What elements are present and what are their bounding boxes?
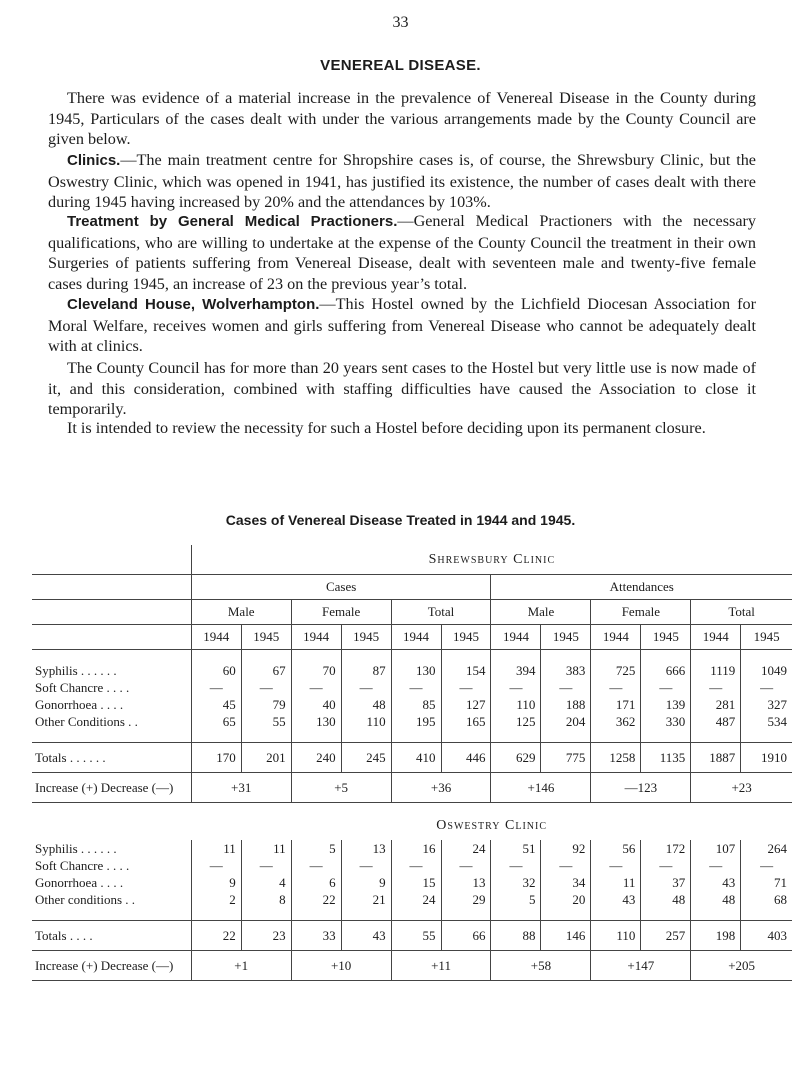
table-cell: 68 [741, 891, 792, 908]
table-cell: 79 [241, 696, 291, 713]
change-cell: —123 [591, 773, 691, 803]
group-header-row [32, 575, 792, 600]
row-label: Totals . . . . . . [32, 743, 191, 773]
table-cell: 5 [291, 840, 341, 857]
table-cell: 245 [341, 743, 391, 773]
review-paragraph [48, 418, 756, 439]
table-cell: — [691, 679, 741, 696]
table-cell: 51 [491, 840, 541, 857]
year-header: 1945 [341, 625, 391, 650]
change-row [32, 773, 792, 803]
year-header: 1945 [441, 625, 491, 650]
table-cell: 66 [441, 921, 491, 951]
table-cell: 11 [241, 840, 291, 857]
table-cell: 383 [541, 662, 591, 679]
table-cell: 110 [341, 713, 391, 730]
table-cell: 48 [641, 891, 691, 908]
table-cell: 2 [191, 891, 241, 908]
table-cell: — [441, 679, 491, 696]
change-cell: +1 [191, 951, 291, 981]
cleveland-text: —This Hostel owned by the Lichfield Diocesan Association for Moral Welfare, receives women and girls suffering from Venereal Disease who cannot be adequately dealt with at clinics. [48, 295, 756, 355]
row-label: Soft Chancre . . . . [35, 857, 130, 873]
row-label: Totals . . . . [32, 921, 191, 951]
table-cell: 487 [691, 713, 741, 730]
table-cell: 13 [441, 874, 491, 891]
table-cell: 127 [441, 696, 491, 713]
table-cell: 34 [541, 874, 591, 891]
gp-paragraph [48, 211, 756, 294]
change-cell: +58 [491, 951, 591, 981]
year-header: 1944 [591, 625, 641, 650]
table-cell: 146 [541, 921, 591, 951]
table-cell: — [241, 679, 291, 696]
change-row [32, 951, 792, 981]
table-cell: 43 [591, 891, 641, 908]
change-cell: +36 [391, 773, 491, 803]
table-cell: 56 [591, 840, 641, 857]
table-cell: 48 [691, 891, 741, 908]
table-cell: 534 [741, 713, 792, 730]
gp-text: —General Medical Practioners with the necessary qualifications, who are willing to undertake at the expense of the County Council the treatment in their own Surgeries of patients suffering from Venereal Disease, dealt with seventeen male and twenty-five female cases during 1945, an increase of 23 on the previous year’s total. [48, 212, 756, 293]
table-cell: — [391, 679, 441, 696]
table-row [32, 696, 792, 713]
table-cell: 43 [691, 874, 741, 891]
table-cell: 1135 [641, 743, 691, 773]
row-label: Syphilis . . . . . . [35, 840, 117, 856]
row-label: Other Conditions . . [35, 713, 138, 729]
shrewsbury-title-row [32, 545, 792, 575]
year-header: 1944 [391, 625, 441, 650]
table-cell: 198 [691, 921, 741, 951]
table-cell: 71 [741, 874, 792, 891]
row-label: Other conditions . . [35, 891, 136, 907]
venereal-disease-table [32, 545, 792, 981]
table-cell: 16 [391, 840, 441, 857]
table-cell: 110 [491, 696, 541, 713]
table-cell: 125 [491, 713, 541, 730]
table-cell: 1258 [591, 743, 641, 773]
table-cell: 1119 [691, 662, 741, 679]
sex-header-row [32, 600, 792, 625]
table-cell: 55 [391, 921, 441, 951]
table-row [32, 840, 792, 857]
table-cell: 204 [541, 713, 591, 730]
change-cell: +10 [291, 951, 391, 981]
table-cell: 139 [641, 696, 691, 713]
table-cell: 15 [391, 874, 441, 891]
table-cell: 170 [191, 743, 241, 773]
table-cell: — [191, 857, 241, 874]
table-cell: 240 [291, 743, 341, 773]
table-cell: 172 [641, 840, 691, 857]
table-cell: 171 [591, 696, 641, 713]
table-cell: 403 [741, 921, 792, 951]
table-cell: 1910 [741, 743, 792, 773]
table-cell: 33 [291, 921, 341, 951]
table-cell: 11 [191, 840, 241, 857]
table-cell: 330 [641, 713, 691, 730]
table-cell: 257 [641, 921, 691, 951]
table-cell: 48 [341, 696, 391, 713]
table-cell: 29 [441, 891, 491, 908]
table-cell: 8 [241, 891, 291, 908]
table-cell: — [541, 679, 591, 696]
table-cell: 446 [441, 743, 491, 773]
year-header: 1945 [241, 625, 291, 650]
table-cell: 20 [541, 891, 591, 908]
intro-text: There was evidence of a material increase in the prevalence of Venereal Disease in the County during 1945, Particulars of the cases dealt with under the various arrangements made by the County Council are given below. [48, 89, 756, 148]
year-header: 1945 [741, 625, 792, 650]
review-text: It is intended to review the necessity for such a Hostel before deciding upon its permanent closure. [67, 419, 706, 437]
table-cell: — [291, 679, 341, 696]
table-cell: 1049 [741, 662, 792, 679]
table-cell: 11 [591, 874, 641, 891]
table-cell: 362 [591, 713, 641, 730]
table-row [32, 662, 792, 679]
table-cell: 629 [491, 743, 541, 773]
row-label: Soft Chancre . . . . [35, 679, 130, 695]
table-cell: 195 [391, 713, 441, 730]
table-cell: 65 [191, 713, 241, 730]
table-cell: — [241, 857, 291, 874]
table-cell: — [591, 857, 641, 874]
table-cell: 21 [341, 891, 391, 908]
table-cell: 775 [541, 743, 591, 773]
table-cell: 394 [491, 662, 541, 679]
table-cell: — [691, 857, 741, 874]
table-cell: 327 [741, 696, 792, 713]
att-female-header: Female [591, 600, 691, 625]
table-cell: 24 [391, 891, 441, 908]
year-header: 1944 [291, 625, 341, 650]
table-cell: 67 [241, 662, 291, 679]
page-title: VENEREAL DISEASE. [320, 57, 481, 74]
cleveland-heading: Cleveland House, Wolverhampton. [67, 296, 320, 313]
table-cell: 24 [441, 840, 491, 857]
table-cell: — [741, 857, 792, 874]
attendances-group-header: Attendances [491, 575, 792, 600]
hostel-paragraph [48, 358, 756, 420]
year-header: 1944 [691, 625, 741, 650]
table-cell: 32 [491, 874, 541, 891]
cases-total-header: Total [391, 600, 491, 625]
hostel-text: The County Council has for more than 20 years sent cases to the Hostel but very little use is now made of it, and this consideration, combined with staffing difficulties have caused the Association to close it temporarily. [48, 359, 756, 418]
change-cell: +205 [691, 951, 792, 981]
table-cell: 22 [191, 921, 241, 951]
table-cell: 43 [341, 921, 391, 951]
table-cell: 725 [591, 662, 641, 679]
row-label: Increase (+) Decrease (—) [32, 773, 191, 803]
cases-male-header: Male [191, 600, 291, 625]
row-label: Increase (+) Decrease (—) [32, 951, 191, 981]
table-cell: 6 [291, 874, 341, 891]
table-cell: — [291, 857, 341, 874]
clinics-heading: Clinics. [67, 152, 121, 169]
table-cell: — [541, 857, 591, 874]
oswestry-clinic-heading: Oswestry Clinic [436, 817, 547, 833]
clinics-paragraph [48, 150, 756, 213]
table-cell: 666 [641, 662, 691, 679]
table-cell: — [641, 857, 691, 874]
table-cell: 70 [291, 662, 341, 679]
table-cell: 85 [391, 696, 441, 713]
table-cell: 188 [541, 696, 591, 713]
totals-row [32, 921, 792, 951]
year-header: 1945 [541, 625, 591, 650]
clinics-text: —The main treatment centre for Shropshire cases is, of course, the Shrewsbury Clinic, but the Oswestry Clinic, which was opened in 1941, has justified its existence, the number of cases dealt with there during 1945 having increased by 20% and the attendances by 103%. [48, 151, 756, 211]
year-header-row [32, 625, 792, 650]
table-cell: — [441, 857, 491, 874]
table-cell: 281 [691, 696, 741, 713]
table-cell: 45 [191, 696, 241, 713]
table-cell: 201 [241, 743, 291, 773]
table-cell: — [341, 679, 391, 696]
table-cell: 88 [491, 921, 541, 951]
change-cell: +23 [691, 773, 792, 803]
table-cell: 9 [341, 874, 391, 891]
table-cell: 130 [391, 662, 441, 679]
page-number: 33 [392, 14, 409, 31]
att-total-header: Total [691, 600, 792, 625]
table-cell: — [341, 857, 391, 874]
gp-heading: Treatment by General Medical Practioners. [67, 213, 398, 230]
table-cell: 92 [541, 840, 591, 857]
table-cell: 60 [191, 662, 241, 679]
year-header: 1945 [641, 625, 691, 650]
table-row [32, 891, 792, 908]
row-label: Syphilis . . . . . . [35, 662, 117, 678]
table-cell: 55 [241, 713, 291, 730]
table-cell: 9 [191, 874, 241, 891]
table-cell: 410 [391, 743, 441, 773]
table-cell: — [491, 679, 541, 696]
oswestry-title-row [32, 803, 792, 841]
totals-row [32, 743, 792, 773]
change-cell: +31 [191, 773, 291, 803]
shrewsbury-clinic-heading: Shrewsbury Clinic [191, 545, 792, 575]
cases-female-header: Female [291, 600, 391, 625]
cases-group-header: Cases [191, 575, 491, 600]
table-cell: 130 [291, 713, 341, 730]
row-label: Gonorrhoea . . . . [35, 874, 124, 890]
table-row [32, 713, 792, 730]
table-cell: 23 [241, 921, 291, 951]
table-cell: — [191, 679, 241, 696]
table-row [32, 857, 792, 874]
intro-paragraph [48, 88, 756, 150]
table-cell: 13 [341, 840, 391, 857]
table-cell: 154 [441, 662, 491, 679]
change-cell: +146 [491, 773, 591, 803]
table-cell: 264 [741, 840, 792, 857]
table-cell: 37 [641, 874, 691, 891]
table-cell: — [741, 679, 792, 696]
table-cell: 165 [441, 713, 491, 730]
table-cell: 4 [241, 874, 291, 891]
table-cell: — [491, 857, 541, 874]
table-cell: 40 [291, 696, 341, 713]
year-header: 1944 [191, 625, 241, 650]
att-male-header: Male [491, 600, 591, 625]
table-cell: 22 [291, 891, 341, 908]
table-caption: Cases of Venereal Disease Treated in 1944 and 1945. [225, 512, 576, 528]
table-cell: 107 [691, 840, 741, 857]
change-cell: +147 [591, 951, 691, 981]
change-cell: +11 [391, 951, 491, 981]
table-cell: — [591, 679, 641, 696]
year-header: 1944 [491, 625, 541, 650]
table-cell: 110 [591, 921, 641, 951]
table-cell: 1887 [691, 743, 741, 773]
cleveland-paragraph [48, 294, 756, 357]
table-cell: — [641, 679, 691, 696]
table-cell: 5 [491, 891, 541, 908]
table-cell: — [391, 857, 441, 874]
table-cell: 87 [341, 662, 391, 679]
table-row [32, 679, 792, 696]
table-row [32, 874, 792, 891]
change-cell: +5 [291, 773, 391, 803]
row-label: Gonorrhoea . . . . [35, 696, 124, 712]
